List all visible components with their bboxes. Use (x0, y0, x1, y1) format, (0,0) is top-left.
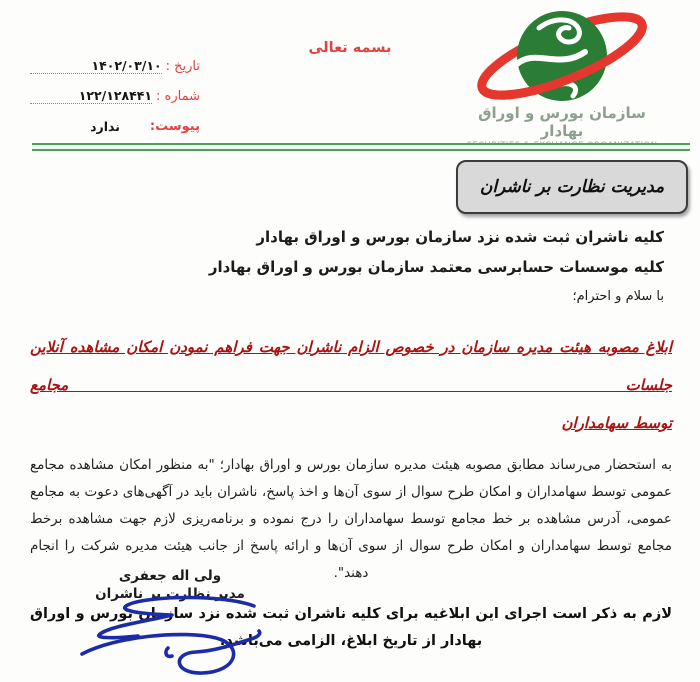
signer-name: ولی اله جعفری (118, 568, 222, 584)
salutation: با سلام و احترام؛ (572, 289, 664, 304)
number-value: ۱۲۲/۱۲۸۴۴۱ (30, 88, 152, 104)
signer-title: مدیر نظارت بر ناشران (95, 586, 245, 602)
body-paragraph: به استحضار می‌رساند مطابق مصوبه هیئت مدیره سازمان بورس و اوراق بهادار؛ "به منظور امکان مشاهده مجامع عمومی توسط سهامداران و امکان طرح سوال از سوی آن‌ها و اخذ پاسخ، ناشران باید در آگهی‌های دعوت به مجامع عمومی، آدرس مشاهده بر خط مجامع توسط سهامداران را درج نموده و برنامه‌ریزی لازم جهت مشاهده برخط مجامع توسط سهامداران و امکان طرح سوال از سوی آن‌ها و ارائه پاسخ از جانب هیئت مدیره شرکت را انجام دهند". (30, 457, 672, 581)
closing-paragraph: لازم به ذکر است اجرای این ابلاغیه برای کلیه ناشران ثبت شده نزد سازمان بورس و اوراق بهادار از تاریخ ابلاغ، الزامی می‌باشد. (30, 606, 672, 649)
header-divider-rule (32, 143, 690, 151)
recipient-line-2: کلیه موسسات حسابرسی معتمد سازمان بورس و اوراق بهادار (208, 258, 664, 276)
date-row (30, 44, 200, 74)
bismillah-text: بسمه تعالی (308, 40, 392, 56)
attachment-row (30, 104, 200, 134)
subject-title (30, 328, 672, 442)
number-row (30, 74, 200, 104)
globe-ring-logo-icon (467, 6, 657, 108)
signature-block (90, 568, 250, 602)
seo-logo (462, 6, 662, 151)
subject-line-2: توسط سهامداران (561, 414, 672, 432)
attachment-value: ندارد (90, 119, 120, 134)
org-name-fa: سازمان بورس و اوراق بهادار (478, 104, 646, 140)
date-value: ۱۴۰۲/۰۳/۱۰ (30, 58, 162, 74)
attachment-label: پیوست: (149, 119, 200, 134)
department-box: مدیریت نظارت بر ناشران (456, 160, 688, 214)
recipient-line-1: کلیه ناشران ثبت شده نزد سازمان بورس و اوراق بهادار (256, 228, 664, 246)
date-label: تاریخ : (165, 59, 200, 74)
letter-meta (30, 44, 200, 134)
number-label: شماره : (156, 89, 200, 104)
subject-line-1: ابلاغ مصوبه هیئت مدیره سازمان در خصوص الزام ناشران جهت فراهم نمودن امکان مشاهده آنلاین جلسات مجامع (30, 338, 672, 394)
